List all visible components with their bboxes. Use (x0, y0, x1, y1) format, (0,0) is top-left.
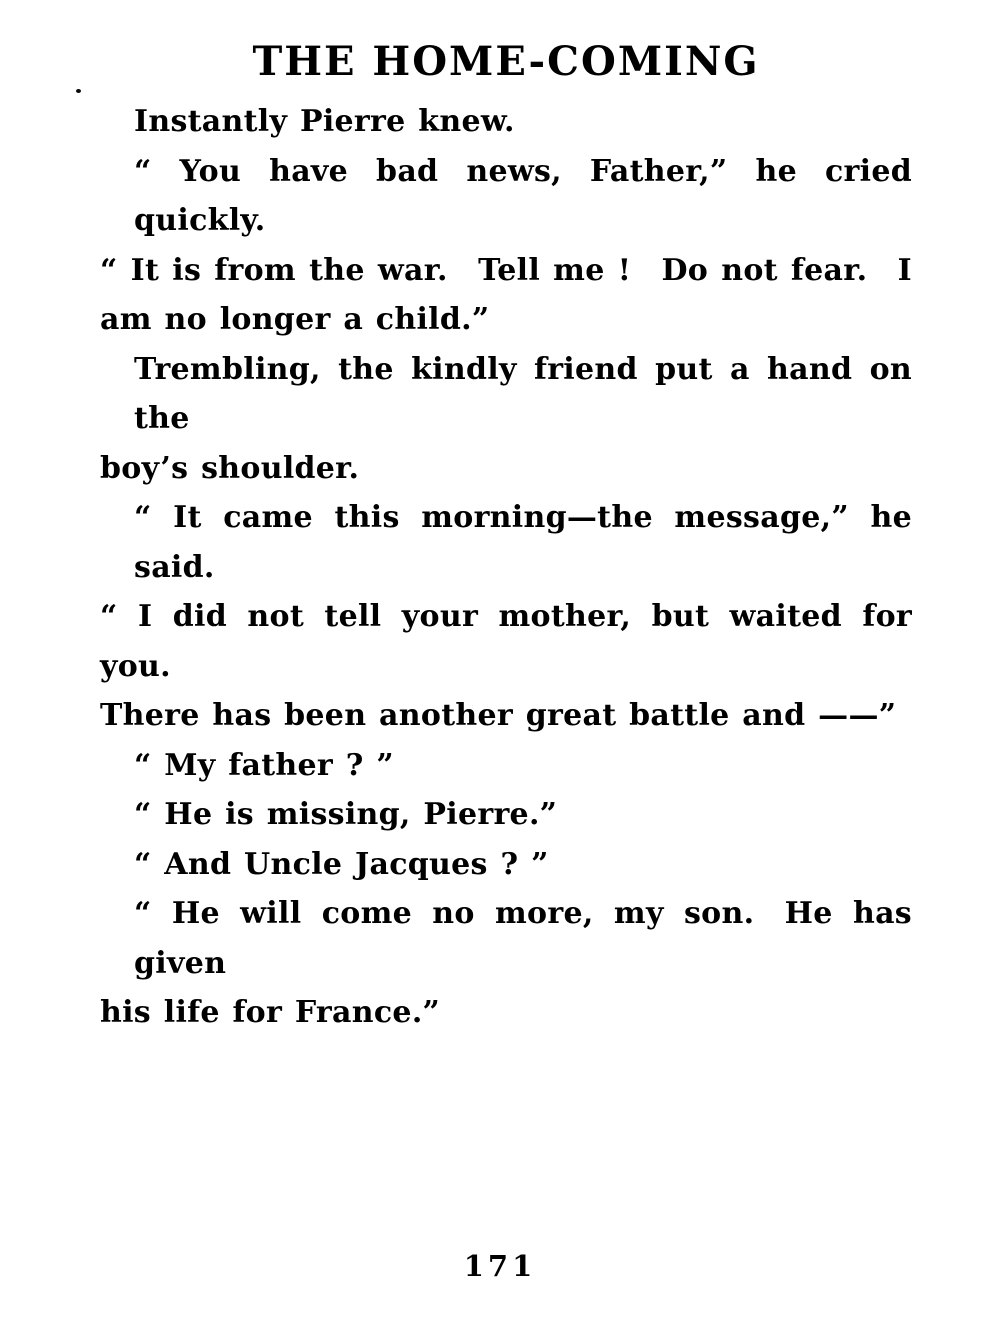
text-line: “ I did not tell your mother, but waited for you. (100, 599, 912, 684)
text-line: “ And Uncle Jacques ? ” (134, 846, 549, 882)
ink-speck-artifact (76, 89, 81, 93)
text-line: “ You have bad news, Father,” he cried quickly. (134, 153, 912, 238)
text-line: Instantly Pierre knew. (134, 104, 515, 139)
text-line: There has been another great battle and ——” (100, 698, 897, 733)
text-line: Trembling, the kindly friend put a hand on the (134, 351, 912, 436)
text-line: am no longer a child.” (100, 302, 490, 337)
page-title: THE HOME-COMING (252, 38, 760, 85)
text-line: “ My father ? ” (134, 747, 394, 783)
text-line: “ He is missing, Pierre.” (134, 797, 558, 832)
text-line: “ It is from the war. Tell me ! Do not fear. I (100, 252, 912, 288)
body-text-block (100, 97, 912, 1038)
page-number: 171 (463, 1249, 537, 1283)
text-line: boy’s shoulder. (100, 450, 360, 486)
text-line: “ He will come no more, my son. He has given (134, 896, 912, 981)
text-line: his life for France.” (100, 995, 441, 1030)
text-line: “ It came this morning—the message,” he said. (134, 500, 912, 585)
